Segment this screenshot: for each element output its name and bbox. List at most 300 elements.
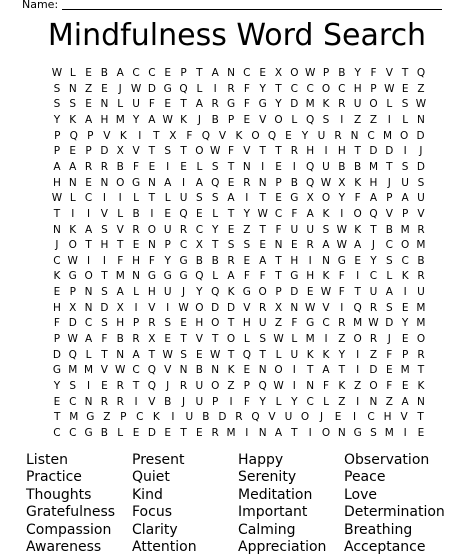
grid-letter: U — [179, 192, 188, 205]
grid-letter: W — [257, 207, 268, 220]
grid-letter: V — [100, 207, 108, 220]
grid-letter: I — [118, 192, 122, 205]
grid-letter: R — [132, 333, 140, 346]
grid-letter: K — [322, 348, 330, 361]
grid-row — [49, 362, 429, 379]
grid-letter: H — [306, 145, 315, 158]
grid-letter: G — [52, 364, 61, 377]
grid-letter: Y — [259, 395, 266, 408]
grid-letter: B — [132, 207, 140, 220]
grid-letter: E — [285, 129, 292, 142]
grid-letter: W — [320, 286, 332, 299]
grid-letter: F — [354, 192, 361, 205]
grid-letter: F — [53, 317, 60, 330]
grid-letter: B — [417, 254, 425, 267]
grid-row — [49, 409, 429, 426]
grid-letter: F — [386, 348, 393, 361]
grid-letter: A — [322, 364, 330, 377]
grid-letter: Y — [338, 192, 346, 205]
grid-letter: V — [400, 411, 408, 424]
grid-letter: A — [84, 223, 93, 236]
grid-letter: P — [243, 380, 251, 392]
grid-letter: K — [322, 98, 330, 111]
grid-letter: K — [306, 348, 314, 361]
grid-letter: G — [306, 317, 315, 330]
grid-letter: N — [306, 380, 315, 392]
word-list-item: Gratefulness — [26, 504, 116, 521]
word-list-item: Calming — [238, 521, 296, 538]
word-list-item: Quiet — [132, 469, 170, 486]
grid-letter: Q — [306, 176, 315, 189]
grid-letter: O — [258, 286, 267, 299]
grid-letter: Z — [354, 113, 362, 126]
grid-letter: K — [354, 223, 362, 236]
grid-letter: W — [210, 348, 221, 361]
grid-letter: R — [148, 317, 156, 330]
grid-letter: T — [180, 98, 187, 111]
grid-letter: B — [100, 67, 108, 79]
grid-letter: S — [164, 145, 172, 158]
grid-letter: S — [243, 239, 251, 252]
grid-letter: N — [322, 254, 330, 267]
grid-letter: P — [212, 395, 219, 408]
grid-letter: X — [116, 301, 124, 314]
grid-letter: K — [180, 113, 187, 126]
grid-letter: I — [261, 160, 265, 173]
grid-letter: C — [306, 82, 314, 95]
grid-letter: T — [196, 67, 203, 79]
grid-letter: M — [68, 364, 78, 377]
grid-letter: X — [169, 129, 177, 142]
grid-letter: L — [212, 207, 219, 220]
grid-letter: N — [84, 395, 93, 408]
grid-letter: X — [148, 333, 156, 346]
grid-letter: I — [134, 395, 138, 408]
grid-letter: O — [353, 207, 362, 220]
grid-letter: F — [338, 270, 345, 283]
grid-letter: F — [243, 395, 250, 408]
grid-letter: M — [383, 129, 393, 142]
grid-letter: E — [259, 67, 266, 79]
grid-letter: T — [227, 317, 235, 330]
grid-letter: T — [180, 426, 187, 439]
grid-letter: S — [401, 160, 409, 173]
grid-letter: K — [401, 270, 409, 283]
grid-letter: B — [338, 160, 346, 173]
grid-letter: A — [259, 254, 267, 267]
grid-letter: O — [211, 317, 220, 330]
grid-letter: D — [226, 301, 236, 314]
grid-letter: L — [291, 333, 298, 346]
grid-letter: T — [132, 380, 140, 392]
grid-letter: I — [102, 254, 106, 267]
grid-letter: Z — [84, 82, 93, 95]
grid-letter: K — [338, 380, 346, 392]
word-list-item: Practice — [26, 469, 82, 486]
grid-row — [49, 268, 429, 285]
grid-letter: F — [148, 98, 155, 111]
grid-letter: Y — [132, 113, 140, 126]
grid-letter: S — [196, 192, 203, 205]
grid-letter: F — [322, 380, 330, 392]
grid-letter: I — [87, 207, 91, 220]
word-bank — [26, 452, 466, 554]
grid-letter: L — [164, 192, 171, 205]
grid-letter: T — [306, 364, 314, 377]
grid-letter: Q — [147, 380, 157, 392]
word-list-item: Appreciation — [238, 539, 327, 556]
grid-letter: V — [164, 364, 172, 377]
grid-letter: V — [218, 129, 226, 142]
grid-letter: E — [85, 98, 92, 111]
grid-letter: I — [87, 380, 91, 392]
grid-letter: E — [164, 333, 172, 346]
grid-letter: T — [180, 145, 187, 158]
grid-row — [49, 237, 429, 254]
grid-letter: H — [290, 254, 299, 267]
grid-letter: C — [69, 426, 77, 439]
grid-letter: Y — [370, 254, 377, 267]
grid-letter: I — [292, 160, 296, 173]
grid-letter: D — [100, 301, 109, 314]
grid-letter: Z — [103, 411, 111, 424]
grid-letter: P — [53, 333, 61, 346]
grid-letter: I — [166, 160, 170, 173]
grid-letter: Z — [354, 380, 362, 392]
grid-letter: P — [275, 286, 282, 299]
grid-letter: P — [69, 286, 76, 299]
grid-letter: A — [369, 192, 378, 205]
word-list-item: Happy — [238, 452, 284, 468]
grid-letter: E — [354, 254, 361, 267]
grid-letter: N — [84, 301, 93, 314]
grid-letter: R — [179, 380, 188, 392]
grid-letter: S — [401, 98, 409, 111]
grid-letter: O — [226, 333, 236, 346]
grid-letter: I — [134, 301, 138, 314]
grid-letter: D — [416, 160, 425, 173]
word-list-item: Love — [344, 486, 378, 503]
grid-letter: C — [367, 129, 375, 142]
grid-row — [49, 300, 429, 317]
grid-letter: Z — [338, 333, 346, 346]
word-column — [344, 452, 448, 554]
grid-letter: E — [85, 67, 92, 79]
grid-letter: Y — [196, 286, 203, 299]
grid-letter: B — [211, 254, 219, 267]
grid-letter: C — [195, 223, 204, 236]
grid-letter: V — [100, 364, 108, 377]
grid-letter: L — [196, 82, 203, 95]
grid-letter: B — [211, 113, 219, 126]
grid-letter: I — [403, 286, 407, 299]
grid-letter: H — [132, 254, 140, 267]
grid-letter: E — [196, 348, 203, 361]
grid-letter: E — [243, 113, 251, 126]
grid-letter: I — [356, 364, 360, 377]
grid-letter: K — [235, 129, 243, 142]
grid-letter: J — [419, 145, 423, 158]
grid-letter: L — [275, 348, 282, 361]
grid-letter: X — [274, 301, 283, 314]
grid-letter: A — [84, 333, 93, 346]
grid-letter: T — [148, 192, 156, 205]
word-column — [238, 452, 342, 554]
grid-letter: A — [401, 395, 409, 408]
grid-letter: W — [336, 223, 348, 236]
name-label: Name: — [22, 0, 59, 11]
grid-letter: N — [258, 426, 267, 439]
grid-letter: V — [148, 301, 156, 314]
grid-letter: S — [101, 286, 108, 299]
grid-letter: U — [353, 98, 362, 111]
grid-letter: H — [306, 270, 315, 283]
grid-letter: L — [69, 67, 76, 79]
grid-letter: T — [101, 348, 108, 361]
grid-letter: X — [274, 67, 283, 79]
grid-letter: S — [227, 239, 235, 252]
grid-letter: T — [354, 145, 361, 158]
grid-letter: E — [275, 160, 282, 173]
grid-letter: Q — [179, 82, 188, 95]
grid-letter: N — [100, 98, 109, 111]
grid-letter: U — [317, 129, 326, 142]
grid-letter: O — [251, 129, 260, 142]
grid-letter: V — [132, 145, 140, 158]
grid-letter: K — [322, 270, 330, 283]
grid-letter: N — [417, 395, 425, 408]
grid-letter: J — [166, 380, 170, 392]
grid-letter: M — [226, 426, 236, 439]
grid-letter: R — [211, 98, 219, 111]
grid-row — [49, 315, 429, 332]
grid-letter: U — [417, 192, 425, 205]
grid-letter: W — [115, 364, 126, 377]
word-column — [26, 452, 130, 554]
grid-letter: P — [401, 207, 409, 220]
grid-row — [49, 159, 429, 176]
grid-letter: N — [132, 270, 140, 283]
grid-letter: T — [386, 160, 393, 173]
grid-letter: D — [290, 98, 299, 111]
grid-letter: M — [416, 239, 426, 252]
grid-letter: H — [369, 176, 378, 189]
grid-letter: Y — [243, 207, 251, 220]
grid-letter: I — [308, 254, 312, 267]
grid-letter: V — [385, 67, 393, 79]
grid-letter: A — [195, 98, 203, 111]
grid-letter: I — [352, 411, 357, 424]
grid-letter: I — [324, 145, 328, 158]
grid-letter: W — [210, 145, 221, 158]
grid-letter: L — [402, 113, 409, 126]
grid-letter: W — [51, 192, 63, 205]
grid-letter: G — [86, 411, 95, 424]
grid-letter: A — [385, 286, 393, 299]
word-list-item: Listen — [26, 452, 68, 468]
grid-letter: U — [417, 286, 425, 299]
grid-letter: T — [417, 364, 425, 377]
grid-letter: M — [384, 426, 394, 439]
grid-letter: N — [211, 364, 220, 377]
grid-letter: N — [147, 176, 156, 189]
grid-row — [49, 394, 429, 411]
word-list-item: Kind — [132, 486, 163, 503]
grid-letter: F — [259, 270, 266, 283]
grid-letter: N — [258, 176, 267, 189]
grid-letter: M — [416, 317, 426, 330]
grid-letter: T — [401, 67, 409, 79]
grid-letter: I — [308, 426, 312, 439]
grid-letter: Z — [385, 395, 393, 408]
grid-letter: H — [147, 286, 156, 299]
grid-row — [49, 65, 429, 82]
grid-letter: W — [304, 301, 316, 314]
grid-letter: J — [319, 411, 324, 424]
grid-letter: V — [259, 113, 267, 126]
grid-letter: R — [259, 301, 267, 314]
grid-letter: Q — [68, 348, 77, 361]
grid-letter: O — [321, 426, 331, 439]
grid-letter: P — [120, 411, 127, 424]
grid-letter: U — [290, 348, 299, 361]
grid-letter: W — [162, 348, 173, 361]
grid-letter: W — [384, 82, 395, 95]
grid-letter: C — [132, 67, 140, 79]
grid-letter: F — [101, 333, 108, 346]
grid-letter: D — [147, 82, 156, 95]
grid-letter: U — [163, 286, 172, 299]
grid-letter: P — [180, 67, 187, 79]
grid-letter: E — [164, 426, 172, 439]
grid-row — [49, 378, 429, 395]
grid-letter: Q — [369, 207, 378, 220]
grid-letter: O — [416, 333, 426, 346]
grid-row — [49, 190, 429, 207]
grid-letter: C — [84, 192, 93, 205]
grid-letter: E — [85, 176, 92, 189]
word-list-item: Awareness — [26, 539, 102, 556]
grid-letter: O — [321, 82, 331, 95]
grid-letter: T — [211, 333, 219, 346]
grid-letter: E — [291, 239, 298, 252]
grid-letter: Y — [291, 395, 298, 408]
grid-letter: P — [85, 145, 92, 158]
grid-letter: L — [117, 207, 124, 220]
grid-letter: Q — [69, 129, 78, 142]
grid-letter: X — [195, 239, 203, 252]
grid-letter: N — [274, 239, 283, 252]
grid-letter: E — [132, 239, 140, 252]
grid-letter: A — [322, 239, 330, 252]
grid-letter: T — [370, 223, 377, 236]
grid-row — [49, 253, 429, 270]
grid-letter: Z — [417, 82, 425, 95]
grid-letter: C — [179, 239, 188, 252]
grid-letter: J — [181, 395, 186, 408]
grid-letter: N — [147, 239, 156, 252]
grid-letter: P — [322, 67, 330, 79]
grid-letter: A — [354, 239, 362, 252]
grid-letter: U — [284, 411, 293, 424]
grid-letter: E — [227, 223, 235, 236]
word-list-item: Breathing — [344, 521, 413, 538]
grid-letter: K — [417, 380, 425, 392]
grid-letter: U — [132, 98, 140, 111]
grid-letter: A — [227, 270, 235, 283]
grid-letter: M — [400, 223, 410, 236]
grid-letter: Q — [195, 270, 204, 283]
grid-letter: E — [69, 145, 77, 158]
grid-letter: T — [148, 145, 156, 158]
grid-letter: C — [322, 317, 330, 330]
grid-letter: H — [52, 301, 61, 314]
grid-letter: Y — [164, 254, 171, 267]
word-list-item: Peace — [344, 469, 386, 486]
grid-letter: C — [136, 411, 144, 424]
grid-letter: I — [87, 254, 91, 267]
grid-letter: A — [227, 192, 235, 205]
grid-letter: S — [164, 317, 172, 330]
grid-letter: Y — [275, 98, 282, 111]
grid-letter: R — [417, 223, 425, 236]
word-list-item: Present — [132, 452, 185, 468]
grid-letter: E — [164, 207, 172, 220]
word-list-item: Observation — [344, 452, 430, 468]
grid-letter: L — [117, 426, 124, 439]
grid-letter: I — [171, 411, 175, 424]
grid-letter: T — [417, 411, 424, 424]
grid-letter: R — [211, 426, 219, 439]
grid-letter: A — [116, 67, 124, 79]
grid-row — [49, 112, 429, 129]
grid-letter: Z — [338, 395, 346, 408]
grid-letter: D — [52, 348, 61, 361]
grid-letter: F — [243, 82, 250, 95]
grid-letter: B — [164, 395, 172, 408]
grid-letter: O — [68, 239, 77, 252]
grid-letter: I — [245, 426, 249, 439]
grid-letter: D — [218, 411, 227, 424]
grid-letter: N — [68, 82, 77, 95]
grid-letter: Q — [201, 129, 211, 142]
grid-letter: T — [153, 129, 160, 142]
grid-letter: V — [322, 301, 330, 314]
grid-letter: I — [245, 192, 249, 205]
grid-letter: N — [227, 67, 235, 79]
grid-letter: Z — [274, 317, 283, 330]
grid-letter: M — [305, 333, 315, 346]
grid-letter: F — [386, 380, 393, 392]
grid-letter: D — [369, 364, 378, 377]
grid-letter: E — [148, 160, 156, 173]
grid-letter: M — [416, 301, 426, 314]
grid-letter: U — [185, 411, 194, 424]
grid-letter: C — [338, 82, 346, 95]
grid-letter: S — [53, 98, 61, 111]
grid-letter: O — [290, 67, 299, 79]
grid-letter: V — [195, 333, 203, 346]
grid-letter: J — [181, 286, 186, 299]
grid-letter: I — [403, 145, 407, 158]
grid-letter: Z — [227, 380, 235, 392]
grid-letter: H — [242, 317, 251, 330]
grid-letter: S — [211, 160, 219, 173]
grid-letter: G — [131, 176, 141, 189]
grid-letter: T — [117, 239, 124, 252]
grid-letter: P — [87, 129, 94, 142]
grid-letter: K — [152, 411, 160, 424]
